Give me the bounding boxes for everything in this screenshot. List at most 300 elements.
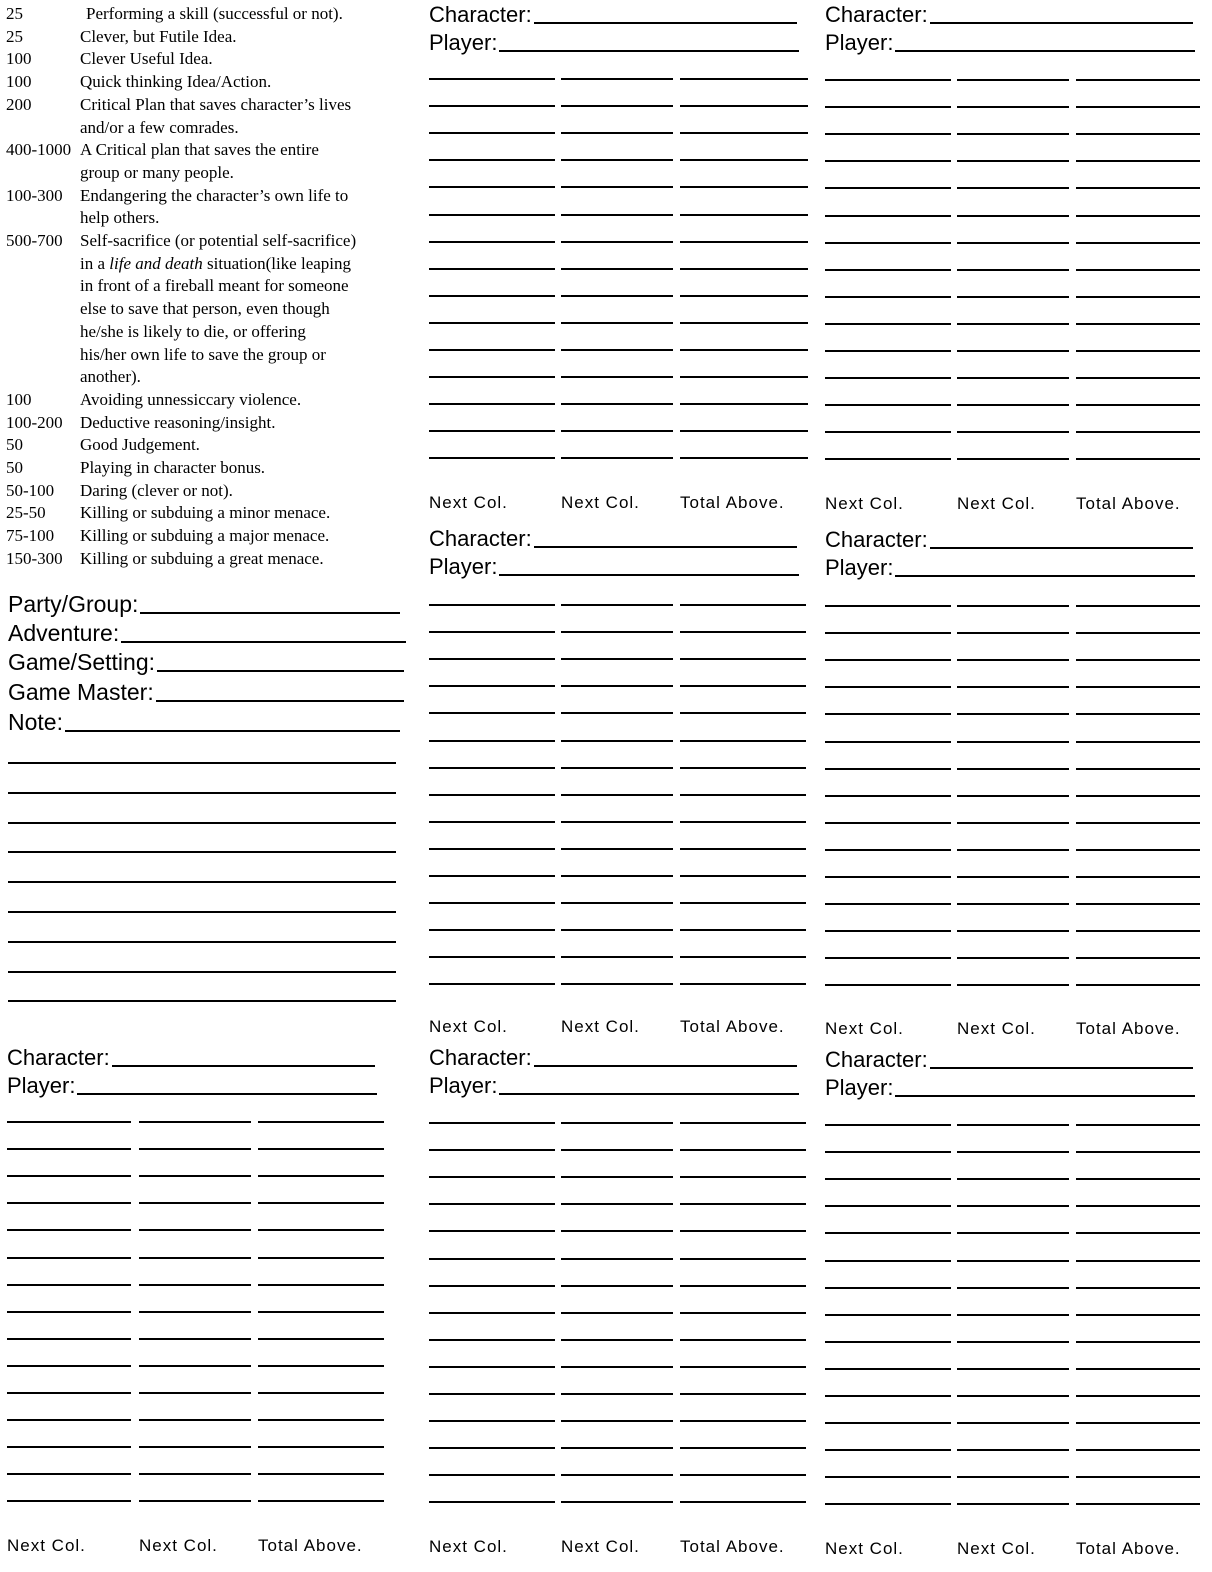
xp-entry-line[interactable] [825, 296, 951, 298]
xp-entry-line[interactable] [680, 376, 808, 378]
xp-entry-line[interactable] [429, 902, 555, 904]
xp-entry-line[interactable] [680, 1501, 806, 1503]
xp-entry-line[interactable] [680, 821, 806, 823]
player-name-field[interactable] [7, 1073, 377, 1099]
xp-entry-line[interactable] [1076, 1503, 1200, 1505]
xp-entry-line[interactable] [429, 604, 555, 606]
game-master-line[interactable] [156, 699, 404, 702]
xp-entry-line[interactable] [429, 1285, 555, 1287]
xp-entry-line[interactable] [7, 1446, 131, 1448]
xp-entry-line[interactable] [561, 1474, 673, 1476]
xp-entry-line[interactable] [957, 822, 1069, 824]
xp-entry-line[interactable] [258, 1338, 384, 1340]
xp-entry-line[interactable] [561, 1122, 673, 1124]
xp-entry-line[interactable] [429, 1176, 555, 1178]
xp-entry-line[interactable] [680, 1393, 806, 1395]
xp-entry-line[interactable] [825, 350, 951, 352]
xp-entry-line[interactable] [561, 956, 673, 958]
xp-entry-line[interactable] [258, 1202, 384, 1204]
adventure-line[interactable] [121, 640, 406, 643]
xp-entry-line[interactable] [680, 214, 808, 216]
xp-entry-line[interactable] [429, 658, 555, 660]
xp-entry-line[interactable] [139, 1202, 251, 1204]
xp-entry-line[interactable] [561, 767, 673, 769]
xp-entry-line[interactable] [680, 403, 808, 405]
xp-entry-line[interactable] [429, 1474, 555, 1476]
xp-entry-line[interactable] [825, 79, 951, 81]
character-name-line[interactable] [534, 1064, 797, 1067]
xp-entry-line[interactable] [561, 875, 673, 877]
xp-entry-line[interactable] [1076, 431, 1200, 433]
xp-entry-line[interactable] [429, 956, 555, 958]
xp-entry-line[interactable] [957, 404, 1069, 406]
character-name-field[interactable] [429, 526, 797, 552]
xp-entry-line[interactable] [680, 875, 806, 877]
xp-entry-line[interactable] [429, 631, 555, 633]
xp-entry-line[interactable] [825, 160, 951, 162]
xp-entry-line[interactable] [561, 403, 673, 405]
xp-entry-line[interactable] [7, 1392, 131, 1394]
xp-entry-line[interactable] [561, 685, 673, 687]
xp-entry-line[interactable] [680, 685, 806, 687]
player-name-line[interactable] [499, 573, 799, 576]
xp-entry-line[interactable] [429, 1366, 555, 1368]
xp-entry-line[interactable] [957, 930, 1069, 932]
xp-entry-line[interactable] [429, 1258, 555, 1260]
xp-entry-line[interactable] [561, 1149, 673, 1151]
xp-entry-line[interactable] [429, 241, 555, 243]
xp-entry-line[interactable] [825, 187, 951, 189]
xp-entry-line[interactable] [680, 457, 808, 459]
xp-entry-line[interactable] [680, 1122, 806, 1124]
xp-entry-line[interactable] [680, 1420, 806, 1422]
xp-entry-line[interactable] [7, 1202, 131, 1204]
xp-entry-line[interactable] [680, 983, 806, 985]
xp-entry-line[interactable] [825, 1368, 951, 1370]
xp-entry-line[interactable] [258, 1148, 384, 1150]
xp-entry-line[interactable] [957, 1178, 1069, 1180]
game-setting-field[interactable] [8, 648, 404, 676]
xp-entry-line[interactable] [825, 741, 951, 743]
xp-entry-line[interactable] [429, 767, 555, 769]
xp-entry-line[interactable] [561, 132, 673, 134]
xp-entry-line[interactable] [957, 1395, 1069, 1397]
xp-entry-line[interactable] [825, 377, 951, 379]
xp-entry-line[interactable] [825, 1476, 951, 1478]
party-group-field[interactable] [8, 590, 400, 618]
xp-entry-line[interactable] [957, 269, 1069, 271]
character-name-line[interactable] [930, 21, 1193, 24]
xp-entry-line[interactable] [1076, 296, 1200, 298]
note-line[interactable] [8, 911, 396, 913]
xp-entry-line[interactable] [680, 956, 806, 958]
xp-entry-line[interactable] [429, 1501, 555, 1503]
xp-entry-line[interactable] [957, 1503, 1069, 1505]
xp-entry-line[interactable] [825, 323, 951, 325]
xp-entry-line[interactable] [429, 1420, 555, 1422]
character-name-field[interactable] [429, 2, 797, 28]
xp-entry-line[interactable] [957, 605, 1069, 607]
xp-entry-line[interactable] [680, 604, 806, 606]
xp-entry-line[interactable] [680, 1312, 806, 1314]
xp-entry-line[interactable] [1076, 133, 1200, 135]
xp-entry-line[interactable] [680, 794, 806, 796]
xp-entry-line[interactable] [429, 132, 555, 134]
xp-entry-line[interactable] [429, 1149, 555, 1151]
xp-entry-line[interactable] [561, 821, 673, 823]
xp-entry-line[interactable] [825, 713, 951, 715]
xp-entry-line[interactable] [680, 658, 806, 660]
xp-entry-line[interactable] [957, 1260, 1069, 1262]
xp-entry-line[interactable] [957, 1124, 1069, 1126]
xp-entry-line[interactable] [1076, 79, 1200, 81]
xp-entry-line[interactable] [957, 377, 1069, 379]
xp-entry-line[interactable] [680, 349, 808, 351]
game-master-field[interactable] [8, 678, 404, 706]
xp-entry-line[interactable] [429, 1312, 555, 1314]
xp-entry-line[interactable] [1076, 1151, 1200, 1153]
xp-entry-line[interactable] [561, 848, 673, 850]
xp-entry-line[interactable] [561, 430, 673, 432]
player-name-line[interactable] [895, 49, 1195, 52]
xp-entry-line[interactable] [139, 1338, 251, 1340]
xp-entry-line[interactable] [429, 295, 555, 297]
xp-entry-line[interactable] [957, 1449, 1069, 1451]
xp-entry-line[interactable] [561, 1312, 673, 1314]
xp-entry-line[interactable] [1076, 1341, 1200, 1343]
xp-entry-line[interactable] [957, 741, 1069, 743]
xp-entry-line[interactable] [139, 1473, 251, 1475]
xp-entry-line[interactable] [1076, 458, 1200, 460]
xp-entry-line[interactable] [7, 1229, 131, 1231]
xp-entry-line[interactable] [1076, 377, 1200, 379]
xp-entry-line[interactable] [825, 1314, 951, 1316]
xp-entry-line[interactable] [561, 794, 673, 796]
xp-entry-line[interactable] [1076, 713, 1200, 715]
note-line[interactable] [8, 881, 396, 883]
xp-entry-line[interactable] [680, 159, 808, 161]
xp-entry-line[interactable] [561, 295, 673, 297]
xp-entry-line[interactable] [825, 1395, 951, 1397]
player-name-field[interactable] [429, 554, 799, 580]
character-name-field[interactable] [7, 1045, 375, 1071]
xp-entry-line[interactable] [825, 1422, 951, 1424]
xp-entry-line[interactable] [825, 930, 951, 932]
xp-entry-line[interactable] [139, 1121, 251, 1123]
xp-entry-line[interactable] [1076, 1476, 1200, 1478]
xp-entry-line[interactable] [957, 458, 1069, 460]
xp-entry-line[interactable] [1076, 957, 1200, 959]
xp-entry-line[interactable] [1076, 741, 1200, 743]
xp-entry-line[interactable] [957, 849, 1069, 851]
character-name-line[interactable] [930, 546, 1193, 549]
player-name-field[interactable] [429, 30, 799, 56]
xp-entry-line[interactable] [139, 1500, 251, 1502]
xp-entry-line[interactable] [258, 1175, 384, 1177]
xp-entry-line[interactable] [258, 1229, 384, 1231]
xp-entry-line[interactable] [957, 1287, 1069, 1289]
xp-entry-line[interactable] [561, 658, 673, 660]
xp-entry-line[interactable] [1076, 1124, 1200, 1126]
xp-entry-line[interactable] [825, 269, 951, 271]
xp-entry-line[interactable] [680, 105, 808, 107]
xp-entry-line[interactable] [1076, 350, 1200, 352]
xp-entry-line[interactable] [561, 322, 673, 324]
xp-entry-line[interactable] [561, 1230, 673, 1232]
xp-entry-line[interactable] [1076, 632, 1200, 634]
xp-entry-line[interactable] [825, 849, 951, 851]
xp-entry-line[interactable] [429, 78, 555, 80]
xp-entry-line[interactable] [258, 1284, 384, 1286]
xp-entry-line[interactable] [1076, 822, 1200, 824]
xp-entry-line[interactable] [139, 1175, 251, 1177]
player-name-field[interactable] [825, 1075, 1195, 1101]
note-line[interactable] [8, 941, 396, 943]
xp-entry-line[interactable] [258, 1121, 384, 1123]
xp-entry-line[interactable] [258, 1257, 384, 1259]
xp-entry-line[interactable] [680, 1285, 806, 1287]
xp-entry-line[interactable] [561, 1339, 673, 1341]
xp-entry-line[interactable] [7, 1284, 131, 1286]
xp-entry-line[interactable] [561, 1176, 673, 1178]
xp-entry-line[interactable] [139, 1419, 251, 1421]
xp-entry-line[interactable] [680, 241, 808, 243]
xp-entry-line[interactable] [429, 1203, 555, 1205]
xp-entry-line[interactable] [561, 241, 673, 243]
xp-entry-line[interactable] [1076, 1368, 1200, 1370]
xp-entry-line[interactable] [1076, 903, 1200, 905]
xp-entry-line[interactable] [680, 1366, 806, 1368]
xp-entry-line[interactable] [561, 349, 673, 351]
xp-entry-line[interactable] [561, 214, 673, 216]
xp-entry-line[interactable] [680, 712, 806, 714]
xp-entry-line[interactable] [957, 242, 1069, 244]
xp-entry-line[interactable] [429, 983, 555, 985]
xp-entry-line[interactable] [680, 1474, 806, 1476]
xp-entry-line[interactable] [680, 740, 806, 742]
xp-entry-line[interactable] [561, 1447, 673, 1449]
xp-entry-line[interactable] [825, 984, 951, 986]
xp-entry-line[interactable] [957, 350, 1069, 352]
xp-entry-line[interactable] [680, 631, 806, 633]
xp-entry-line[interactable] [139, 1392, 251, 1394]
xp-entry-line[interactable] [429, 1122, 555, 1124]
xp-entry-line[interactable] [561, 740, 673, 742]
adventure-field[interactable] [8, 619, 406, 647]
xp-entry-line[interactable] [825, 1341, 951, 1343]
xp-entry-line[interactable] [680, 268, 808, 270]
xp-entry-line[interactable] [561, 604, 673, 606]
xp-entry-line[interactable] [1076, 849, 1200, 851]
xp-entry-line[interactable] [1076, 768, 1200, 770]
xp-entry-line[interactable] [561, 902, 673, 904]
xp-entry-line[interactable] [258, 1311, 384, 1313]
xp-entry-line[interactable] [429, 929, 555, 931]
xp-entry-line[interactable] [825, 1287, 951, 1289]
xp-entry-line[interactable] [429, 712, 555, 714]
xp-entry-line[interactable] [680, 1447, 806, 1449]
xp-entry-line[interactable] [561, 631, 673, 633]
xp-entry-line[interactable] [561, 78, 673, 80]
xp-entry-line[interactable] [258, 1446, 384, 1448]
xp-entry-line[interactable] [957, 795, 1069, 797]
xp-entry-line[interactable] [680, 929, 806, 931]
xp-entry-line[interactable] [429, 430, 555, 432]
xp-entry-line[interactable] [429, 740, 555, 742]
xp-entry-line[interactable] [1076, 1205, 1200, 1207]
player-name-line[interactable] [499, 49, 799, 52]
xp-entry-line[interactable] [7, 1473, 131, 1475]
xp-entry-line[interactable] [139, 1148, 251, 1150]
xp-entry-line[interactable] [429, 848, 555, 850]
player-name-field[interactable] [825, 30, 1195, 56]
xp-entry-line[interactable] [957, 713, 1069, 715]
xp-entry-line[interactable] [825, 957, 951, 959]
xp-entry-line[interactable] [680, 322, 808, 324]
xp-entry-line[interactable] [680, 78, 808, 80]
xp-entry-line[interactable] [957, 1341, 1069, 1343]
xp-entry-line[interactable] [1076, 215, 1200, 217]
xp-entry-line[interactable] [680, 186, 808, 188]
xp-entry-line[interactable] [680, 848, 806, 850]
player-name-line[interactable] [895, 574, 1195, 577]
xp-entry-line[interactable] [7, 1365, 131, 1367]
xp-entry-line[interactable] [429, 322, 555, 324]
xp-entry-line[interactable] [258, 1419, 384, 1421]
xp-entry-line[interactable] [1076, 1314, 1200, 1316]
xp-entry-line[interactable] [825, 215, 951, 217]
xp-entry-line[interactable] [957, 1476, 1069, 1478]
xp-entry-line[interactable] [429, 349, 555, 351]
xp-entry-line[interactable] [1076, 269, 1200, 271]
character-name-field[interactable] [825, 2, 1193, 28]
xp-entry-line[interactable] [1076, 1232, 1200, 1234]
xp-entry-line[interactable] [429, 1447, 555, 1449]
xp-entry-line[interactable] [429, 457, 555, 459]
xp-entry-line[interactable] [957, 1368, 1069, 1370]
xp-entry-line[interactable] [429, 821, 555, 823]
xp-entry-line[interactable] [957, 323, 1069, 325]
xp-entry-line[interactable] [1076, 1449, 1200, 1451]
xp-entry-line[interactable] [957, 431, 1069, 433]
xp-entry-line[interactable] [1076, 1178, 1200, 1180]
xp-entry-line[interactable] [825, 1503, 951, 1505]
player-name-line[interactable] [895, 1094, 1195, 1097]
xp-entry-line[interactable] [957, 686, 1069, 688]
xp-entry-line[interactable] [825, 431, 951, 433]
xp-entry-line[interactable] [957, 79, 1069, 81]
player-name-field[interactable] [825, 555, 1195, 581]
xp-entry-line[interactable] [561, 186, 673, 188]
xp-entry-line[interactable] [561, 457, 673, 459]
xp-entry-line[interactable] [957, 768, 1069, 770]
xp-entry-line[interactable] [7, 1500, 131, 1502]
character-name-field[interactable] [825, 527, 1193, 553]
xp-entry-line[interactable] [561, 1420, 673, 1422]
xp-entry-line[interactable] [680, 1149, 806, 1151]
xp-entry-line[interactable] [957, 632, 1069, 634]
xp-entry-line[interactable] [429, 376, 555, 378]
xp-entry-line[interactable] [1076, 242, 1200, 244]
party-group-line[interactable] [140, 611, 400, 614]
xp-entry-line[interactable] [429, 105, 555, 107]
xp-entry-line[interactable] [680, 1230, 806, 1232]
xp-entry-line[interactable] [429, 186, 555, 188]
player-name-line[interactable] [499, 1092, 799, 1095]
character-name-line[interactable] [534, 545, 797, 548]
xp-entry-line[interactable] [957, 984, 1069, 986]
xp-entry-line[interactable] [825, 822, 951, 824]
xp-entry-line[interactable] [1076, 930, 1200, 932]
xp-entry-line[interactable] [825, 1151, 951, 1153]
xp-entry-line[interactable] [561, 1203, 673, 1205]
xp-entry-line[interactable] [825, 1205, 951, 1207]
xp-entry-line[interactable] [825, 1449, 951, 1451]
xp-entry-line[interactable] [1076, 1395, 1200, 1397]
xp-entry-line[interactable] [957, 215, 1069, 217]
xp-entry-line[interactable] [561, 712, 673, 714]
xp-entry-line[interactable] [957, 876, 1069, 878]
xp-entry-line[interactable] [1076, 323, 1200, 325]
xp-entry-line[interactable] [825, 404, 951, 406]
xp-entry-line[interactable] [1076, 1422, 1200, 1424]
xp-entry-line[interactable] [561, 159, 673, 161]
xp-entry-line[interactable] [429, 403, 555, 405]
xp-entry-line[interactable] [429, 685, 555, 687]
xp-entry-line[interactable] [825, 1232, 951, 1234]
note-field[interactable] [8, 708, 400, 736]
xp-entry-line[interactable] [7, 1311, 131, 1313]
xp-entry-line[interactable] [139, 1446, 251, 1448]
note-line[interactable] [8, 971, 396, 973]
xp-entry-line[interactable] [429, 1339, 555, 1341]
note-line[interactable] [8, 1000, 396, 1002]
xp-entry-line[interactable] [1076, 1287, 1200, 1289]
xp-entry-line[interactable] [561, 105, 673, 107]
xp-entry-line[interactable] [957, 1232, 1069, 1234]
xp-entry-line[interactable] [825, 632, 951, 634]
xp-entry-line[interactable] [680, 1176, 806, 1178]
xp-entry-line[interactable] [957, 903, 1069, 905]
xp-entry-line[interactable] [825, 133, 951, 135]
xp-entry-line[interactable] [258, 1365, 384, 1367]
xp-entry-line[interactable] [825, 903, 951, 905]
xp-entry-line[interactable] [825, 1124, 951, 1126]
xp-entry-line[interactable] [1076, 404, 1200, 406]
xp-entry-line[interactable] [7, 1257, 131, 1259]
xp-entry-line[interactable] [429, 159, 555, 161]
xp-entry-line[interactable] [258, 1500, 384, 1502]
xp-entry-line[interactable] [825, 659, 951, 661]
xp-entry-line[interactable] [680, 295, 808, 297]
xp-entry-line[interactable] [957, 187, 1069, 189]
xp-entry-line[interactable] [258, 1473, 384, 1475]
xp-entry-line[interactable] [1076, 984, 1200, 986]
xp-entry-line[interactable] [680, 902, 806, 904]
xp-entry-line[interactable] [825, 458, 951, 460]
xp-entry-line[interactable] [561, 1501, 673, 1503]
xp-entry-line[interactable] [561, 1366, 673, 1368]
xp-entry-line[interactable] [139, 1229, 251, 1231]
xp-entry-line[interactable] [561, 1258, 673, 1260]
xp-entry-line[interactable] [825, 605, 951, 607]
xp-entry-line[interactable] [825, 242, 951, 244]
xp-entry-line[interactable] [1076, 659, 1200, 661]
xp-entry-line[interactable] [139, 1365, 251, 1367]
xp-entry-line[interactable] [561, 983, 673, 985]
xp-entry-line[interactable] [139, 1311, 251, 1313]
xp-entry-line[interactable] [957, 160, 1069, 162]
